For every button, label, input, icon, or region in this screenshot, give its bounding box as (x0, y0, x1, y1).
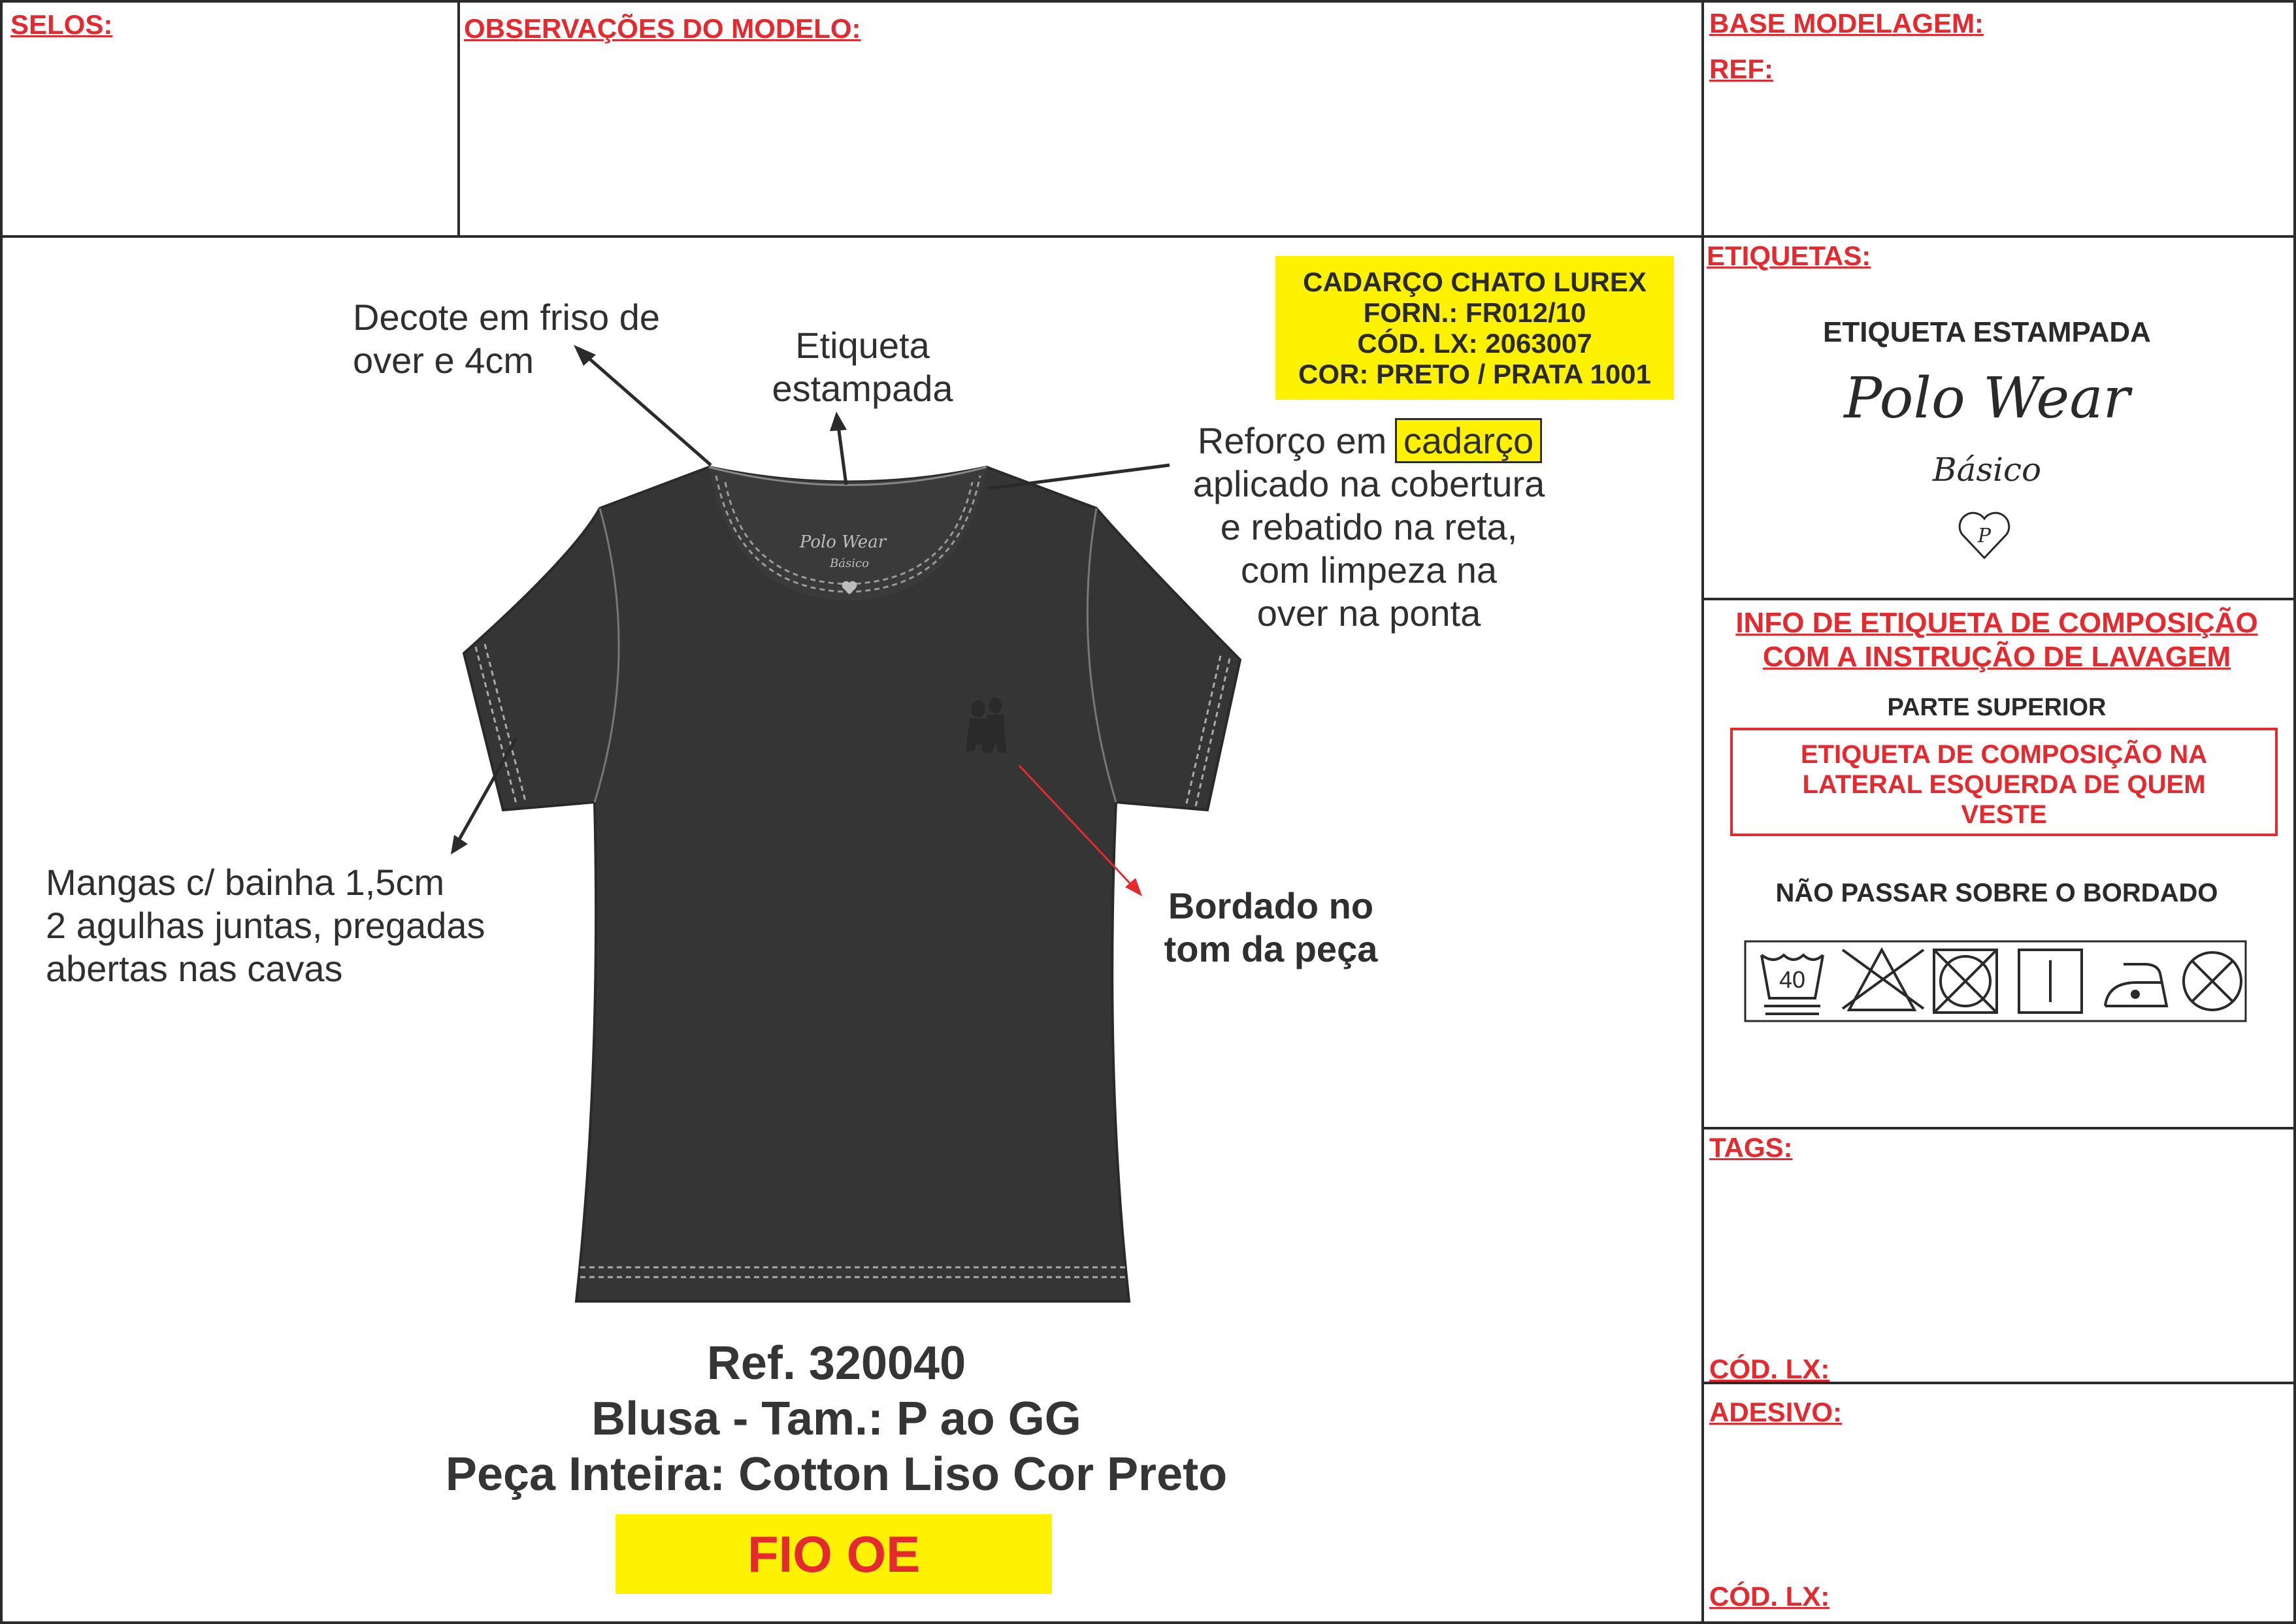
care-symbols-strip (1745, 941, 2248, 1023)
cod-lx-tags-label: CÓD. LX: (1709, 1354, 1830, 1384)
composition-box: ETIQUETA DE COMPOSIÇÃO NA LATERAL ESQUERDA DE QUEM VESTE (1730, 728, 2278, 836)
bordado-warning: NÃO PASSAR SOBRE O BORDADO (1775, 879, 2218, 907)
wash-temp: 40 (1779, 966, 1806, 993)
product-ref: Ref. 320040 (706, 1337, 966, 1389)
brand-heart-icon (1957, 510, 2012, 562)
reforco-prefix: Reforço em (1197, 420, 1387, 461)
svg-text:Básico: Básico (830, 557, 869, 570)
composition-title: INFO DE ETIQUETA DE COMPOSIÇÃO COM A INSTRUÇÃO DE LAVAGEM (1735, 607, 2258, 673)
observacoes-label: OBSERVAÇÕES DO MODELO: (464, 13, 861, 44)
ref-label: REF: (1709, 54, 1773, 84)
etiquetas-label: ETIQUETAS: (1707, 240, 1871, 271)
fio-badge: FIO OE (615, 1514, 1052, 1594)
note-decote: Decote em friso de over e 4cm (353, 297, 660, 381)
note-etiqueta: Etiqueta estampada (772, 325, 953, 409)
product-fabric: Peça Inteira: Cotton Liso Cor Preto (445, 1448, 1228, 1501)
reforco-highlight: cadarço (1397, 420, 1540, 461)
note-mangas: Mangas c/ bainha 1,5cm 2 agulhas juntas, pregadas abertas nas cavas (46, 862, 485, 989)
brand-mark: P (1977, 525, 1992, 547)
tags-label: TAGS: (1709, 1132, 1793, 1163)
adesivo-label: ADESIVO: (1709, 1397, 1843, 1427)
selos-label: SELOS: (10, 9, 113, 40)
brand-logo: Polo Wear (1844, 366, 2130, 431)
note-reforco: Reforço em cadarço aplicado na cobertura e rebatido na reta, com limpeza na over na ponta (1192, 420, 1545, 634)
parte-superior: PARTE SUPERIOR (1887, 694, 2107, 721)
cod-lx-adesivo-label: CÓD. LX: (1709, 1581, 1830, 1612)
brand-sub: Básico (1932, 451, 2042, 489)
cadarco-info-box: CADARÇO CHATO LUREX FORN.: FR012/10 CÓD. LX: 2063007 COR: PRETO / PRATA 1001 (1275, 256, 1674, 400)
base-modelagem-label: BASE MODELAGEM: (1709, 8, 1984, 39)
svg-text:Polo Wear: Polo Wear (799, 532, 887, 552)
etiqueta-estampada-title: ETIQUETA ESTAMPADA (1823, 316, 2151, 348)
product-title-block (366, 1336, 1307, 1502)
note-bordado: Bordado no tom da peça (1164, 885, 1378, 969)
product-desc: Blusa - Tam.: P ao GG (591, 1393, 1081, 1445)
